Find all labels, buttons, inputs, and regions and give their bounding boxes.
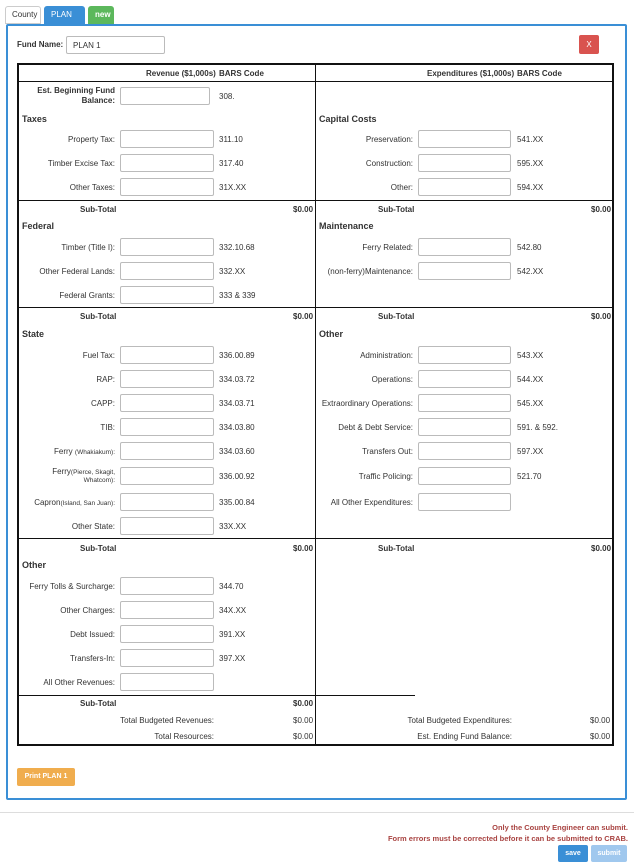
fuel-tax-label: Fuel Tax: [82,351,115,360]
construction-code: 595.XX [517,159,544,168]
ferry-whakiakum-input[interactable] [120,442,214,460]
taxes-subtotal-value: $0.00 [293,205,314,214]
other-exp-subtotal-value: $0.00 [591,544,612,553]
capp-input[interactable] [120,394,214,412]
all-other-expenditures-label: All Other Expenditures: [330,498,413,507]
transfers-out-code: 597.XX [517,447,544,456]
capron-label [20,498,115,507]
other-rev-subtotal-value: $0.00 [293,699,314,708]
revenue-header: Revenue ($1,000s) [146,69,216,78]
tib-input[interactable] [120,418,214,436]
federal-grants-input[interactable] [120,286,214,304]
column-divider [315,63,316,746]
tab-county[interactable]: County [5,6,41,24]
transfers-out-label: Transfers Out: [362,447,413,456]
extraordinary-operations-input[interactable] [418,394,511,412]
ferry-related-label: Ferry Related: [362,243,413,252]
other-charges-label: Other Charges: [60,606,115,615]
ferry-pierce-label [20,467,115,476]
state-subtotal-value: $0.00 [293,544,314,553]
administration-label: Administration: [360,351,413,360]
transfers-in-input[interactable] [120,649,214,667]
total-budgeted-revenues-value: $0.00 [293,716,314,725]
federal-grants-label: Federal Grants: [59,291,115,300]
other-exp-subtotal-label: Sub-Total [378,544,415,553]
tib-label: TIB: [100,423,115,432]
expenditures-bars-header: BARS Code [517,69,562,78]
beginning-balance-input[interactable] [120,87,210,105]
fuel-tax-code: 336.00.89 [219,351,255,360]
total-budgeted-expenditures-value: $0.00 [590,716,611,725]
non-ferry-maintenance-label: (non-ferry)Maintenance: [327,267,413,276]
total-resources-label: Total Resources: [154,732,214,741]
ferry-pierce-label-2: Whatcom): [83,477,115,484]
total-resources-value: $0.00 [293,732,314,741]
total-budgeted-expenditures-label: Total Budgeted Expenditures: [407,716,512,725]
operations-input[interactable] [418,370,511,388]
capital-other-label: Other: [390,183,413,192]
federal-subtotal-label: Sub-Total [80,312,117,321]
other-state-code: 33X.XX [219,522,247,531]
timber-title-input[interactable] [120,238,214,256]
section-divider [17,200,614,201]
rap-code: 334.03.72 [219,375,255,384]
other-charges-code: 34X.XX [219,606,247,615]
other-expenditures-heading: Other [319,329,344,339]
delete-plan-button[interactable]: X [579,35,599,54]
other-taxes-code: 31X.XX [219,183,247,192]
traffic-policing-label: Traffic Policing: [358,472,413,481]
state-subtotal-label: Sub-Total [80,544,117,553]
debt-service-code: 591. & 592. [517,423,558,432]
non-ferry-maintenance-code: 542.XX [517,267,544,276]
taxes-subtotal-label: Sub-Total [80,205,117,214]
non-ferry-maintenance-input[interactable] [418,262,511,280]
footer-divider [0,812,634,813]
capron-label-text: Capron [34,498,61,507]
fund-name-input[interactable] [66,36,165,54]
preservation-input[interactable] [418,130,511,148]
maintenance-subtotal-label: Sub-Total [378,312,415,321]
construction-input[interactable] [418,154,511,172]
ferry-related-code: 542.80 [517,243,542,252]
beginning-balance-code: 308. [219,92,235,101]
tab-plan-1[interactable]: PLAN 1 [44,6,85,24]
section-divider [17,538,614,539]
ferry-pierce-code: 336.00.92 [219,472,255,481]
debt-issued-input[interactable] [120,625,214,643]
other-state-input[interactable] [120,517,214,535]
capp-label: CAPP: [90,399,115,408]
timber-title-label: Timber (Title I): [61,243,115,252]
header-divider [17,81,614,82]
total-budgeted-revenues-label: Total Budgeted Revenues: [120,716,214,725]
all-other-revenues-label: All Other Revenues: [43,678,115,687]
transfers-in-code: 397.XX [219,654,246,663]
fund-name-label: Fund Name: [17,40,64,49]
preservation-code: 541.XX [517,135,544,144]
other-taxes-input[interactable] [120,178,214,196]
ferry-sub-text: (Whakiakum): [74,449,115,456]
state-heading: State [22,329,45,339]
ferry-tolls-input[interactable] [120,577,214,595]
transfers-out-input[interactable] [418,442,511,460]
construction-label: Construction: [365,159,413,168]
rap-label: RAP: [96,375,115,384]
maintenance-heading: Maintenance [319,221,374,231]
capital-other-input[interactable] [418,178,511,196]
beginning-balance-label-2: Balance: [81,96,115,105]
ferry-whakiakum-code: 334.03.60 [219,447,255,456]
ferry-tolls-code: 344.70 [219,582,244,591]
property-tax-input[interactable] [120,130,214,148]
ferry-tolls-label: Ferry Tolls & Surcharge: [29,582,115,591]
ferry-whakiakum-label [20,447,115,456]
other-revenues-heading: Other [22,560,47,570]
capital-other-code: 594.XX [517,183,544,192]
ferry-label-text: Ferry [54,447,73,456]
extraordinary-operations-code: 545.XX [517,399,544,408]
submit-permission-message: Only the County Engineer can submit. [492,823,628,832]
other-charges-input[interactable] [120,601,214,619]
administration-code: 543.XX [517,351,544,360]
other-federal-lands-input[interactable] [120,262,214,280]
taxes-heading: Taxes [22,114,47,124]
other-federal-lands-label: Other Federal Lands: [39,267,115,276]
timber-excise-tax-label: Timber Excise Tax: [47,159,115,168]
debt-issued-code: 391.XX [219,630,246,639]
other-state-label: Other State: [71,522,115,531]
operations-label: Operations: [371,375,413,384]
rap-input[interactable] [120,370,214,388]
preservation-label: Preservation: [365,135,413,144]
revenue-bars-header: BARS Code [219,69,264,78]
ending-fund-balance-value: $0.00 [590,732,611,741]
capp-code: 334.03.71 [219,399,255,408]
ferry-label-text: Ferry [52,467,71,476]
traffic-policing-input[interactable] [418,467,511,485]
administration-input[interactable] [418,346,511,364]
expenditures-header: Expenditures ($1,000s) [427,69,515,78]
extraordinary-operations-label: Extraordinary Operations: [321,399,413,408]
debt-service-label: Debt & Debt Service: [338,423,413,432]
save-button[interactable]: save [558,845,588,862]
all-other-expenditures-input[interactable] [418,493,511,511]
all-other-revenues-input[interactable] [120,673,214,691]
capital-subtotal-value: $0.00 [591,205,612,214]
timber-excise-tax-input[interactable] [120,154,214,172]
capital-subtotal-label: Sub-Total [378,205,415,214]
property-tax-label: Property Tax: [68,135,115,144]
debt-issued-label: Debt Issued: [70,630,115,639]
fuel-tax-input[interactable] [120,346,214,364]
ferry-pierce-input[interactable] [120,467,214,485]
federal-heading: Federal [22,221,55,231]
section-divider [17,307,614,308]
other-federal-lands-code: 332.XX [219,267,246,276]
operations-code: 544.XX [517,375,544,384]
capron-sub-text: (Island, San Juan): [60,500,115,507]
debt-service-input[interactable] [418,418,511,436]
timber-excise-tax-code: 317.40 [219,159,244,168]
maintenance-subtotal-value: $0.00 [591,312,612,321]
ending-fund-balance-label: Est. Ending Fund Balance: [417,732,512,741]
capron-input[interactable] [120,493,214,511]
traffic-policing-code: 521.70 [517,472,542,481]
capron-code: 335.00.84 [219,498,255,507]
form-errors-message: Form errors must be corrected before it can be submitted to CRAB. [387,834,628,843]
timber-title-code: 332.10.68 [219,243,255,252]
capital-costs-heading: Capital Costs [319,114,377,124]
ferry-related-input[interactable] [418,238,511,256]
property-tax-code: 311.10 [219,135,243,144]
submit-button[interactable]: submit [591,845,627,862]
federal-grants-code: 333 & 339 [219,291,256,300]
beginning-balance-label: Est. Beginning Fund [37,86,115,95]
federal-subtotal-value: $0.00 [293,312,314,321]
other-rev-subtotal-label: Sub-Total [80,699,117,708]
section-divider [17,695,415,696]
tib-code: 334.03.80 [219,423,255,432]
transfers-in-label: Transfers-In: [69,654,115,663]
ferry-sub-text: (Pierce, Skagit, [70,469,115,476]
print-plan-button[interactable]: Print PLAN 1 [17,768,75,786]
tab-new[interactable]: new [88,6,114,24]
other-taxes-label: Other Taxes: [69,183,115,192]
